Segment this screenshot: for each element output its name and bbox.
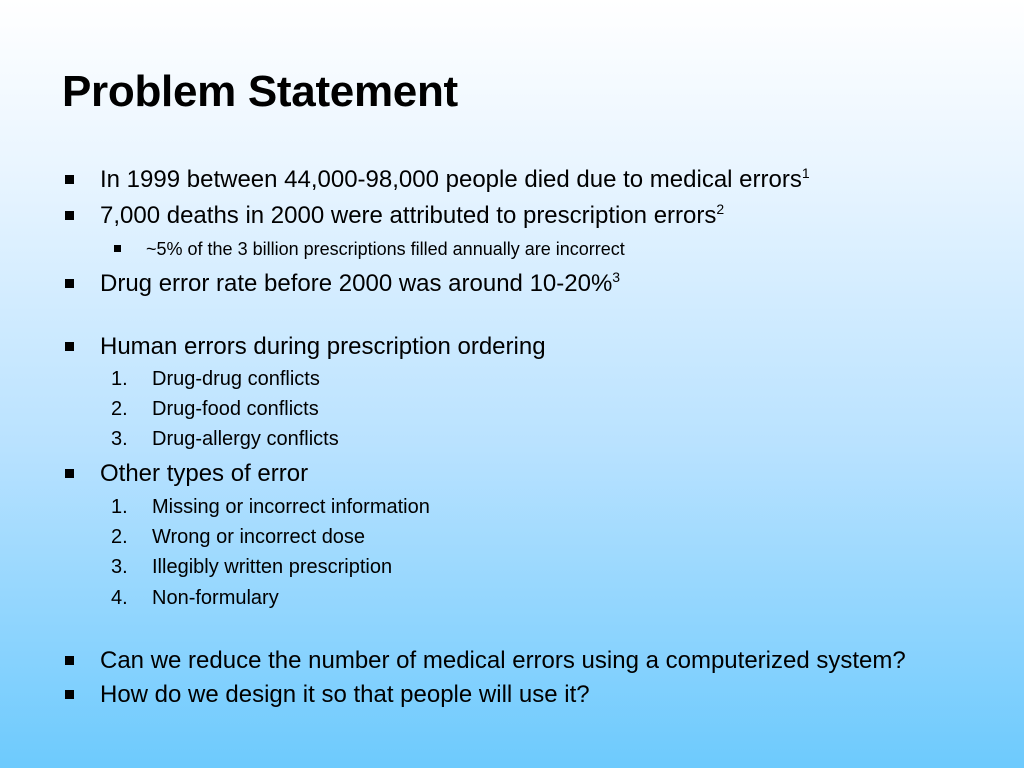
square-bullet-icon [114, 245, 121, 252]
bullet-text: How do we design it so that people will use it? [100, 681, 590, 708]
bullet-text: Human errors during prescription ordering [100, 333, 546, 360]
bullet-text: Drug error rate before 2000 was around 10-20% [100, 270, 613, 297]
footnote-marker: 2 [716, 201, 725, 217]
square-bullet-icon [65, 342, 74, 351]
square-bullet-icon [65, 656, 74, 665]
footnote-marker: 3 [612, 269, 621, 285]
item-number: 1. [111, 496, 128, 518]
square-bullet-icon [65, 690, 74, 699]
item-number: 3. [111, 428, 128, 450]
item-text: Drug-drug conflicts [152, 368, 320, 390]
item-text: Drug-allergy conflicts [152, 428, 339, 450]
item-number: 2. [111, 398, 128, 420]
footnote-marker: 1 [801, 165, 810, 181]
bullet-text: Other types of error [100, 460, 309, 487]
square-bullet-icon [65, 279, 74, 288]
item-number: 2. [111, 526, 128, 548]
bullet-text: In 1999 between 44,000-98,000 people died due to medical errors [100, 166, 802, 193]
sub-bullet-text: ~5% of the 3 billion prescriptions filled annually are incorrect [146, 239, 625, 259]
square-bullet-icon [65, 175, 74, 184]
square-bullet-icon [65, 211, 74, 220]
item-number: 4. [111, 587, 128, 609]
slide-title: Problem Statement [62, 67, 458, 116]
item-text: Missing or incorrect information [152, 496, 430, 518]
bullet-text: 7,000 deaths in 2000 were attributed to prescription errors [100, 202, 717, 229]
item-number: 1. [111, 368, 128, 390]
item-text: Illegibly written prescription [152, 556, 393, 578]
item-number: 3. [111, 556, 128, 578]
item-text: Drug-food conflicts [152, 398, 319, 420]
bullet-text: Can we reduce the number of medical errors using a computerized system? [100, 647, 906, 674]
item-text: Non-formulary [152, 587, 279, 609]
square-bullet-icon [65, 469, 74, 478]
item-text: Wrong or incorrect dose [152, 526, 366, 548]
